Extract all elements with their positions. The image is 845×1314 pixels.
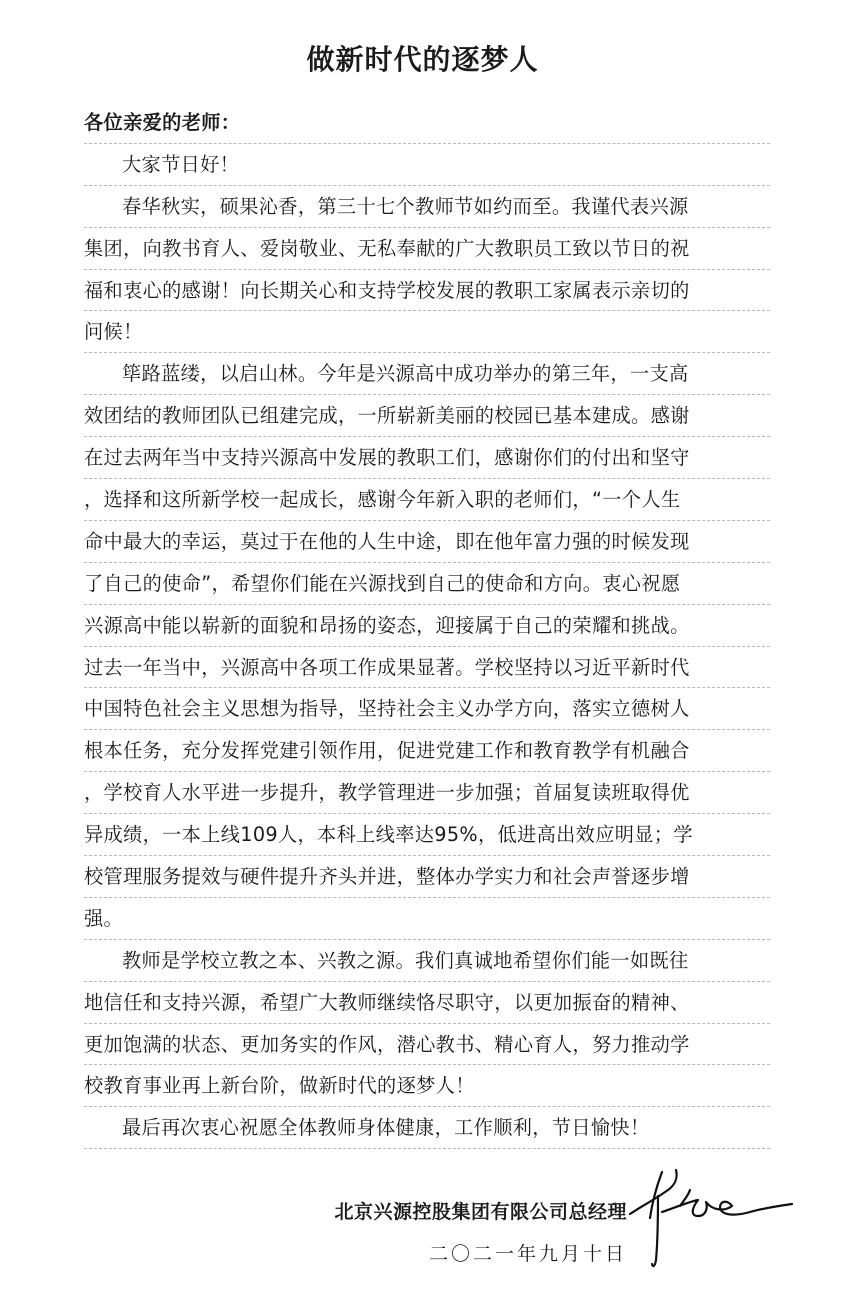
paragraph-line: 根本任务，充分发挥党建引领作用，促进党建工作和教育教学有机融合 [84,730,770,772]
paragraph-line: 强。 [84,898,770,940]
paragraph-line: 更加饱满的状态、更加务实的作风，潜心教书、精心育人，努力推动学 [84,1024,770,1066]
letter-title: 做新时代的逐梦人 [306,43,539,76]
letter-body [84,102,770,1149]
signature-block [0,1160,845,1310]
paragraph-line: 教师是学校立教之本、兴教之源。我们真诚地希望你们能一如既往 [84,940,770,982]
paragraph-line: 兴源高中能以崭新的面貌和昂扬的姿态，迎接属于自己的荣耀和挑战。 [84,605,770,647]
greeting-line: 大家节日好！ [84,144,770,186]
handwritten-signature [628,1160,798,1270]
paragraph-line: ，选择和这所新学校一起成长，感谢今年新入职的老师们，“一个人生 [84,479,770,521]
signatory-title: 北京兴源控股集团有限公司总经理 [334,1201,627,1223]
paragraph-line: 最后再次衷心祝愿全体教师身体健康，工作顺利，节日愉快！ [84,1107,770,1149]
paragraph-line: 校管理服务提效与硬件提升齐头并进，整体办学实力和社会声誉逐步增 [84,856,770,898]
paragraph-line: 春华秋实，硕果沁香，第三十七个教师节如约而至。我谨代表兴源 [84,186,770,228]
paragraph-line: 中国特色社会主义思想为指导，坚持社会主义办学方向，落实立德树人 [84,688,770,730]
paragraph-line: 地信任和支持兴源，希望广大教师继续恪尽职守，以更加振奋的精神、 [84,982,770,1024]
paragraph-line: 问候！ [84,311,770,353]
letter-date: 二〇二一年九月十日 [428,1243,627,1265]
salutation: 各位亲爱的老师： [84,102,770,144]
paragraph-line: ，学校育人水平进一步提升，教学管理进一步加强；首届复读班取得优 [84,772,770,814]
paragraph-line: 集团，向教书育人、爱岗敬业、无私奉献的广大教职员工致以节日的祝 [84,228,770,270]
paragraph-line: 异成绩，一本上线109人，本科上线率达95%，低进高出效应明显；学 [84,814,770,856]
paragraph-line: 了自己的使命”，希望你们能在兴源找到自己的使命和方向。衷心祝愿 [84,563,770,605]
paragraph-line: 过去一年当中，兴源高中各项工作成果显著。学校坚持以习近平新时代 [84,647,770,689]
paragraph-line: 在过去两年当中支持兴源高中发展的教职工们，感谢你们的付出和坚守 [84,437,770,479]
paragraph-line: 效团结的教师团队已组建完成，一所崭新美丽的校园已基本建成。感谢 [84,395,770,437]
paragraph-line: 命中最大的幸运，莫过于在他的人生中途，即在他年富力强的时候发现 [84,521,770,563]
paragraph-line: 校教育事业再上新台阶，做新时代的逐梦人！ [84,1065,770,1107]
paragraph-line: 筚路蓝缕，以启山林。今年是兴源高中成功举办的第三年，一支高 [84,353,770,395]
paragraph-line: 福和衷心的感谢！向长期关心和支持学校发展的教职工家属表示亲切的 [84,270,770,312]
